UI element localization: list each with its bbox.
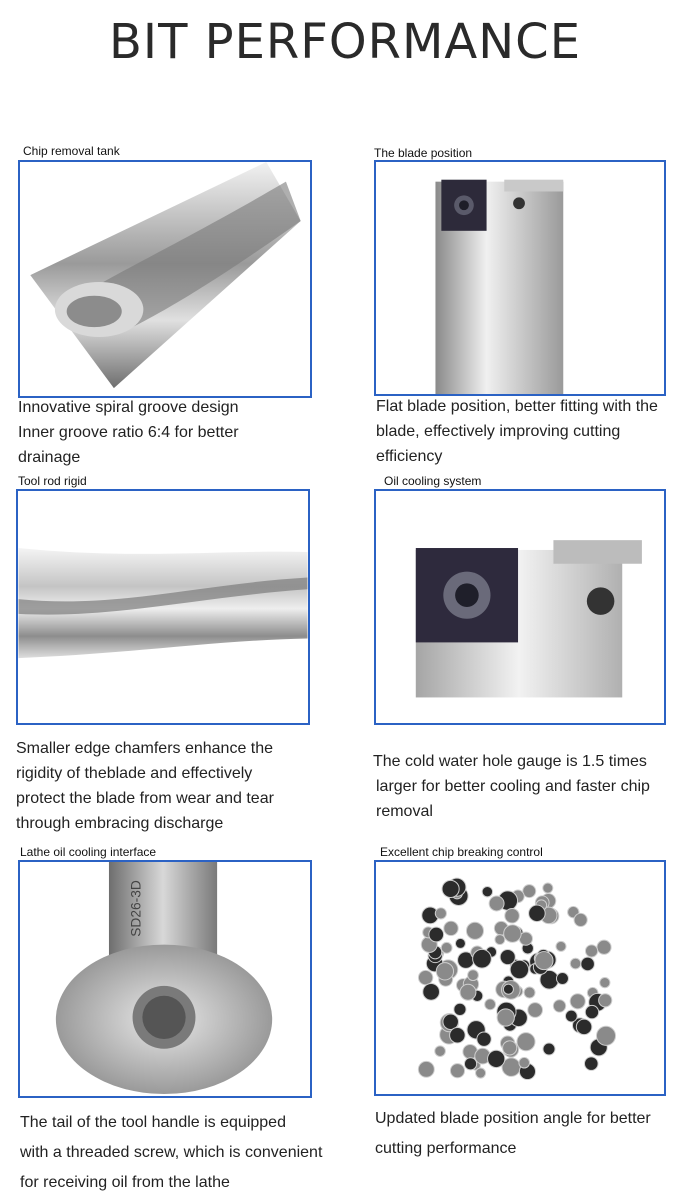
page-title: BIT PERFORMANCE <box>108 14 582 70</box>
feature-label-oil-cooling: Oil cooling system <box>384 474 482 488</box>
feature-desc-lathe-interface: The tail of the tool handle is equipped with a threaded screw, which is convenient for receiving oil from the lathe <box>20 1114 323 1191</box>
feature-desc-tool-rod: Smaller edge chamfers enhance the rigidity of theblade and effectively protect the blade from wear and tear through embracing discharge <box>16 740 274 832</box>
feature-label-blade-position: The blade position <box>374 146 473 160</box>
feature-label-tool-rod: Tool rod rigid <box>18 474 87 488</box>
metal-chips-image <box>374 860 666 1096</box>
feature-desc-oil-cooling: The cold water hole gauge is 1.5 times larger for better cooling and faster chip removal <box>373 753 650 820</box>
shaft-engraving: SD26-3D <box>128 880 144 937</box>
feature-label-lathe-interface: Lathe oil cooling interface <box>20 845 157 859</box>
drill-blade-image <box>374 160 666 396</box>
feature-desc-chip-removal: Innovative spiral groove design Inner groove ratio 6:4 for better drainage <box>18 399 239 466</box>
threaded-tail-image <box>18 860 312 1098</box>
cooling-hole-image <box>374 489 666 725</box>
drill-flute-image <box>18 160 312 398</box>
tool-rod-image <box>16 489 310 725</box>
feature-desc-blade-position: Flat blade position, better fitting with the blade, effectively improving cutting efficiency <box>376 398 658 465</box>
feature-label-chip-breaking: Excellent chip breaking control <box>380 845 543 859</box>
feature-label-chip-removal: Chip removal tank <box>23 144 120 158</box>
feature-desc-chip-breaking: Updated blade position angle for better cutting performance <box>375 1110 651 1157</box>
